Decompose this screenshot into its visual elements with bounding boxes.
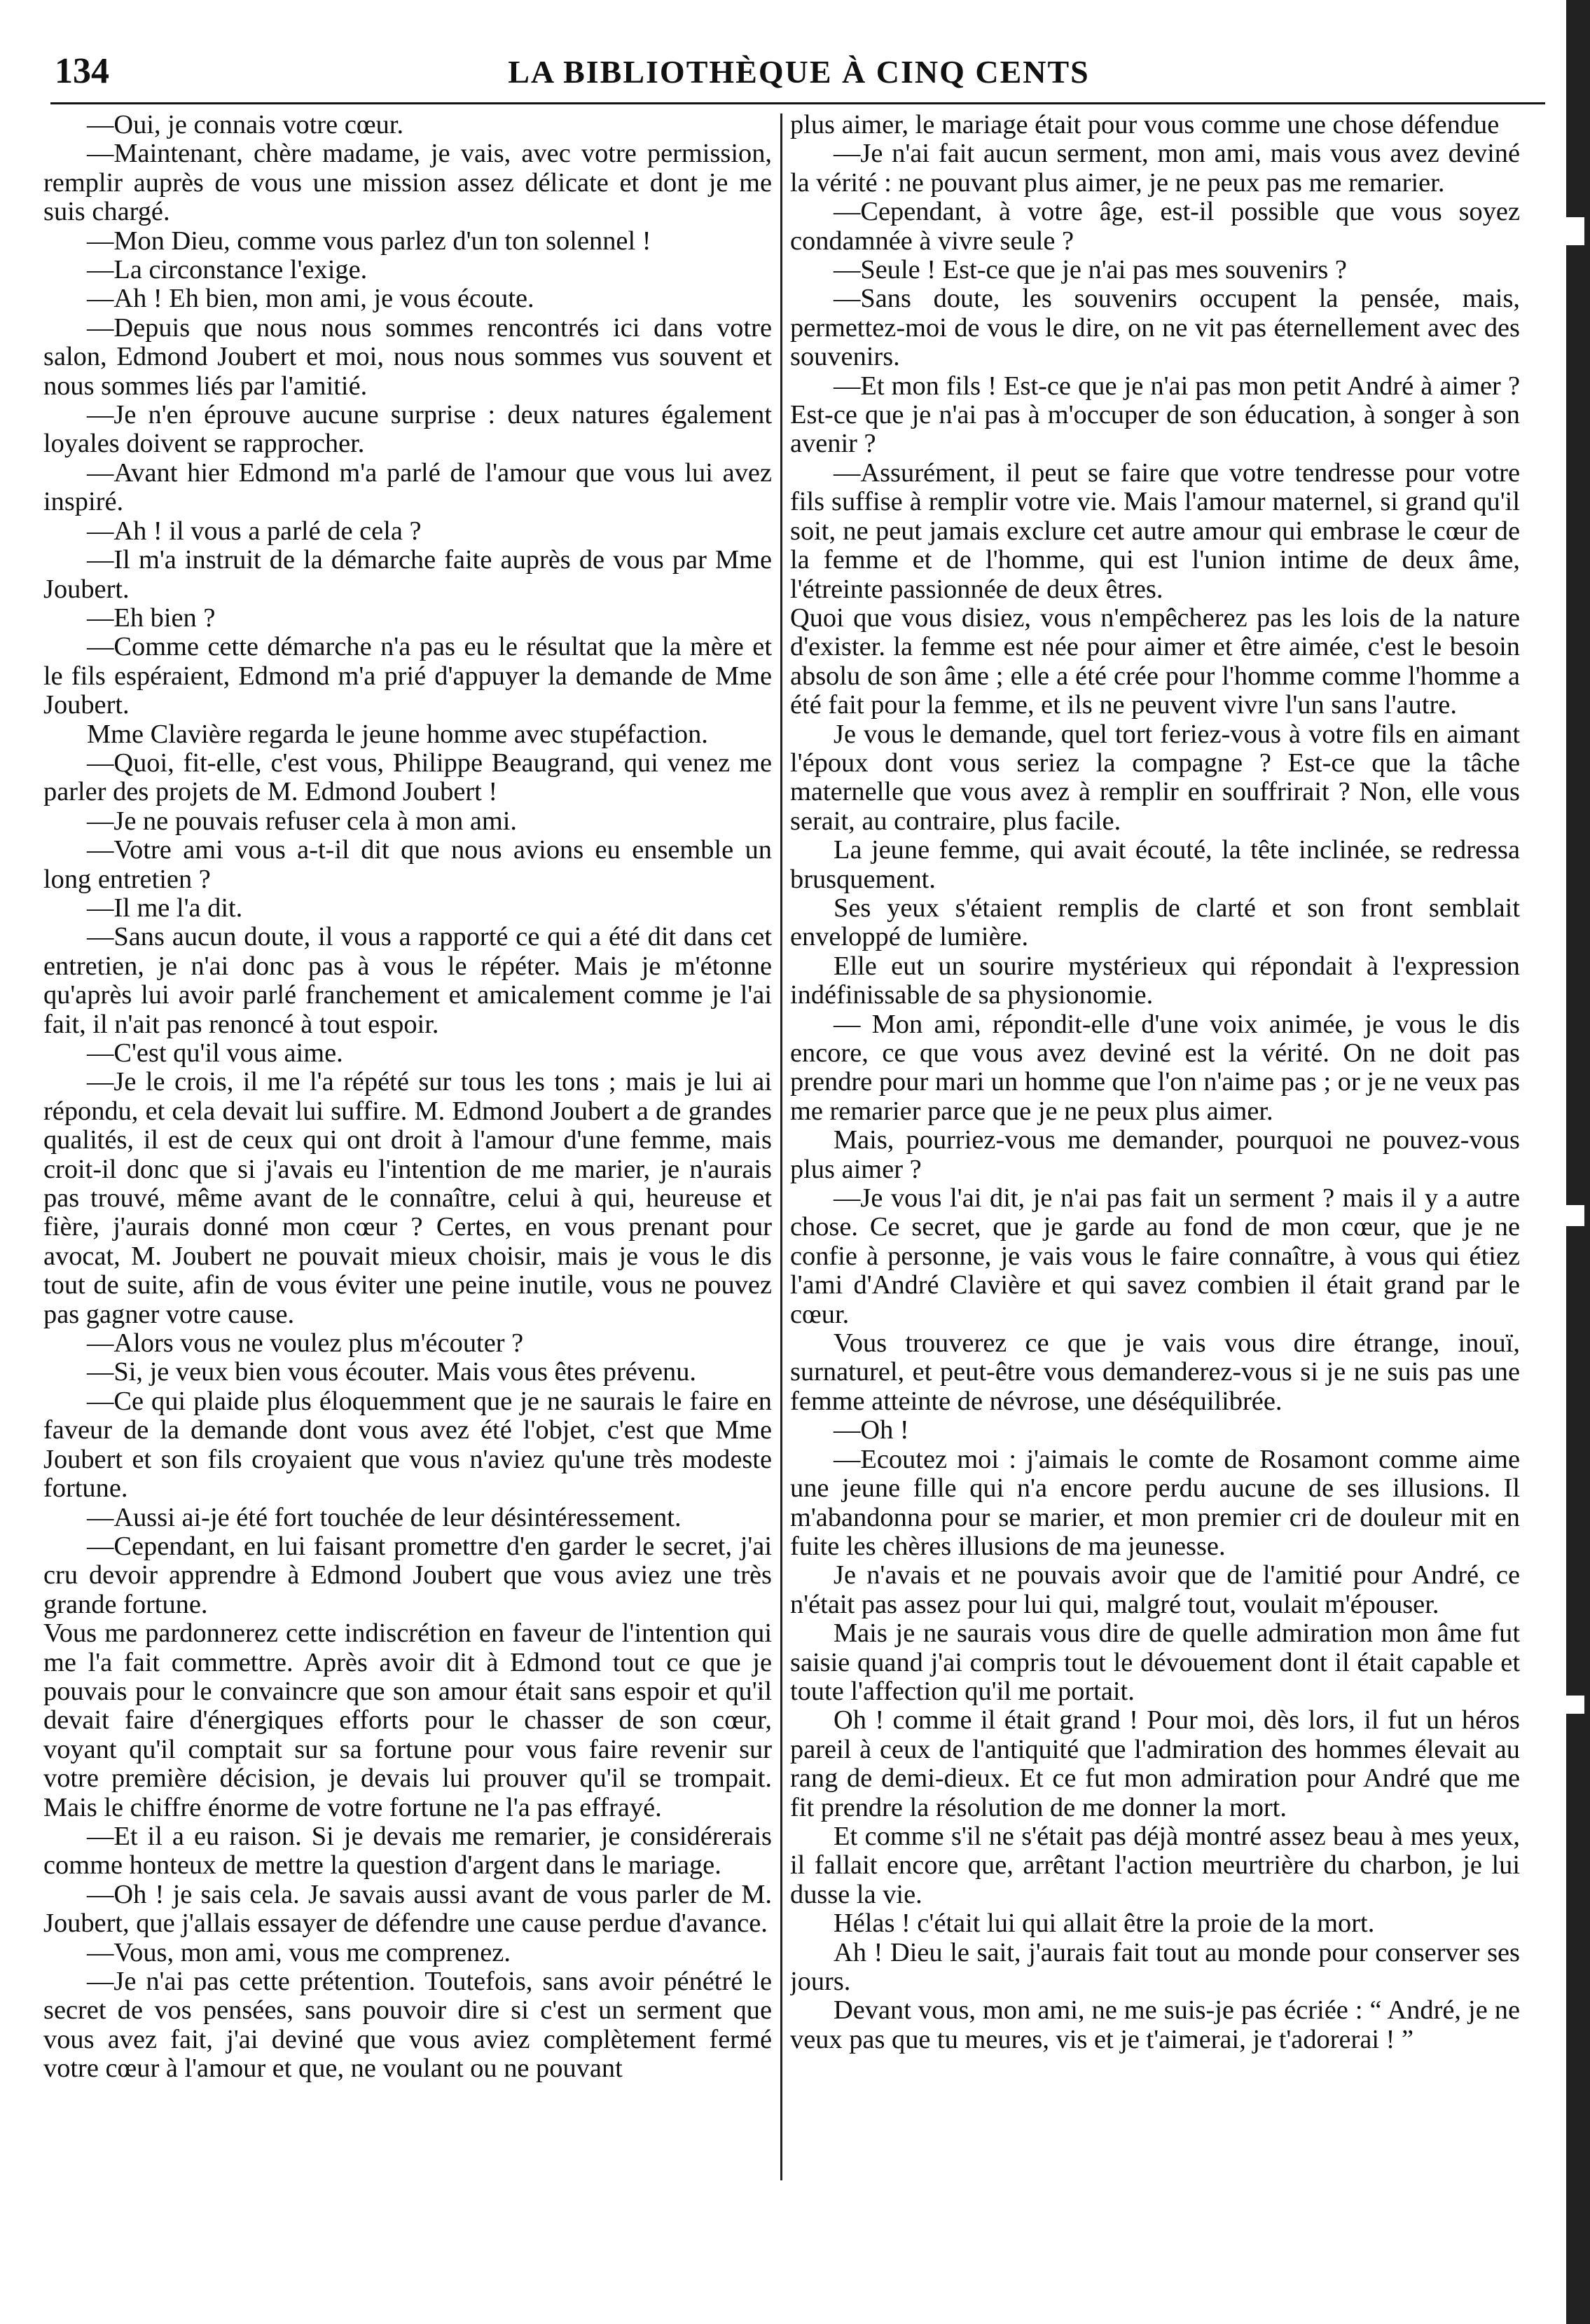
paragraph: —Je ne pouvais refuser cela à mon ami. <box>87 806 518 836</box>
paragraph: —Depuis que nous nous sommes rencontrés ici dans votre salon, Edmond Joubert et moi, nous nous sommes vus souvent et nous sommes liés par l'amitié. <box>43 312 772 401</box>
paragraph: —Et mon fils ! Est-ce que je n'ai pas mon petit André à aimer ? Est-ce que je n'ai pas à m'occuper de son éducation, à songer à son avenir ? <box>790 371 1520 459</box>
paragraph: —Je n'ai fait aucun serment, mon ami, mais vous avez deviné la vérité : ne pouvant plus aimer, je ne peux pas me remarier. <box>790 139 1520 198</box>
paragraph: —Ecoutez moi : j'aimais le comte de Rosamont comme aime une jeune fille qui n'a encore perdu aucune de ses illusions. Il m'abandonna pour se marier, et mon premier cri de douleur mit en fuite les chères illusions de ma jeunesse. <box>790 1444 1520 1561</box>
paragraph: La jeune femme, qui avait écouté, la tête inclinée, se redressa brusquement. <box>790 835 1520 894</box>
paragraph: Quoi que vous disiez, vous n'empêcherez pas les lois de la nature d'exister. la femme est née pour aimer et être aimée, c'est le besoin absolu de son âme ; elle a été crée pour l'homme comme l'homme a été fait pour la femme, et ils ne peuvent vivre l'un sans l'autre. <box>790 603 1520 720</box>
paragraph: —Mon Dieu, comme vous parlez d'un ton solennel ! <box>87 226 651 256</box>
paragraph: Je vous le demande, quel tort feriez-vous à votre fils en aimant l'époux dont vous seriez la compagne ? Est-ce que la tâche maternelle que vous avez à remplir en souffrirait ? Non, elle vous serait, au contraire, plus facile. <box>790 719 1520 836</box>
paragraph: —Cependant, à votre âge, est-il possible que vous soyez condamnée à vivre seule ? <box>790 197 1520 256</box>
header-rule <box>50 102 1545 104</box>
paragraph: Je n'avais et ne pouvais avoir que de l'amitié pour André, ce n'était pas assez pour lui qui, malgré tout, voulait m'épouser. <box>790 1560 1520 1619</box>
paragraph: —Je n'ai pas cette prétention. Toutefois, sans avoir pénétré le secret de vos pensées, sans pouvoir dire si c'est un serment que vous avez fait, j'ai deviné que vous aviez complètement fermé votre cœur à l'amour et que, ne voulant ou ne pouvant <box>43 1967 772 2084</box>
paragraph: —Oh ! je sais cela. Je savais aussi avant de vous parler de M. Joubert, que j'allais essayer de défendre une cause perdue d'avance. <box>43 1879 772 1939</box>
paragraph: —C'est qu'il vous aime. <box>87 1038 343 1068</box>
paragraph: Hélas ! c'était lui qui allait être la proie de la mort. <box>834 1909 1375 1939</box>
paragraph: —Je vous l'ai dit, je n'ai pas fait un serment ? mais il y a autre chose. Ce secret, que je garde au fond de mon cœur, que je ne confie à personne, je vais vous le faire connaître, à vous qui étiez l'ami d'André Clavière et qui savez combien il était grand par le cœur. <box>790 1183 1520 1329</box>
page-number: 134 <box>55 51 109 91</box>
column-divider <box>780 114 782 2180</box>
page-header <box>55 46 1543 102</box>
paragraph: —Seule ! Est-ce que je n'ai pas mes souvenirs ? <box>834 255 1347 285</box>
paragraph: —Et il a eu raison. Si je devais me remarier, je considérerais comme honteux de mettre la question d'argent dans le mariage. <box>43 1821 772 1880</box>
paragraph: —Alors vous ne voulez plus m'écouter ? <box>87 1328 524 1359</box>
paragraph: —Cependant, en lui faisant promettre d'en garder le secret, j'ai cru devoir apprendre à Edmond Joubert que vous aviez une très grande fortune. <box>43 1531 772 1619</box>
paragraph: Vous trouverez ce que je vais vous dire étrange, inouï, surnaturel, et peut-être vous demanderez-vous si je ne suis pas une femme atteinte de névrose, une déséquilibrée. <box>790 1328 1520 1416</box>
paragraph: —Maintenant, chère madame, je vais, avec votre permission, remplir auprès de vous une mission assez délicate et dont je me suis chargé. <box>43 139 772 227</box>
paragraph: —Si, je veux bien vous écouter. Mais vous êtes prévenu. <box>87 1357 697 1387</box>
paragraph: —Aussi ai-je été fort touchée de leur désintéressement. <box>87 1502 682 1532</box>
paragraph: —Vous, mon ami, vous me comprenez. <box>87 1937 511 1967</box>
paragraph: Mais je ne saurais vous dire de quelle admiration mon âme fut saisie quand j'ai compris tout le dévouement dont il était capable et toute l'affection qu'il me portait. <box>790 1618 1520 1706</box>
running-title: LA BIBLIOTHÈQUE À CINQ CENTS <box>508 54 1090 90</box>
paragraph: —Eh bien ? <box>87 603 216 633</box>
paragraph: Elle eut un sourire mystérieux qui répondait à l'expression indéfinissable de sa physionomie. <box>790 951 1520 1010</box>
edge-notch <box>1566 1696 1584 1714</box>
paragraph: —Comme cette démarche n'a pas eu le résultat que la mère et le fils espéraient, Edmond m'a prié d'appuyer la demande de Mme Joubert. <box>43 632 772 720</box>
paragraph: —La circonstance l'exige. <box>87 255 368 285</box>
paragraph: Ah ! Dieu le sait, j'aurais fait tout au monde pour conserver ses jours. <box>790 1937 1520 1996</box>
paragraph: — Mon ami, répondit-elle d'une voix animée, je vous le dis encore, ce que vous avez deviné est la vérité. On ne doit pas prendre pour mari un homme que l'on n'aime pas ; or je ne veux pas me remarier parce que je ne peux plus aimer. <box>790 1009 1520 1126</box>
left-column <box>43 111 772 2297</box>
paragraph: Mme Clavière regarda le jeune homme avec stupéfaction. <box>87 719 708 749</box>
paragraph: —Je n'en éprouve aucune surprise : deux natures également loyales doivent se rapprocher. <box>43 400 772 459</box>
paragraph: —Sans doute, les souvenirs occupent la pensée, mais, permettez-moi de vous le dire, on ne vit pas éternellement avec des souvenirs. <box>790 284 1520 372</box>
paragraph: —Quoi, fit-elle, c'est vous, Philippe Beaugrand, qui venez me parler des projets de M. Edmond Joubert ! <box>43 748 772 807</box>
scanned-page-edge <box>1566 0 1590 2324</box>
paragraph: —Oui, je connais votre cœur. <box>87 111 404 139</box>
edge-notch <box>1566 217 1584 245</box>
paragraph: —Ce qui plaide plus éloquemment que je ne saurais le faire en faveur de la demande dont vous avez été l'objet, c'est que Mme Joubert et son fils croyaient que vous n'aviez qu'une très modeste fortune. <box>43 1386 772 1504</box>
paragraph: —Il me l'a dit. <box>87 893 243 923</box>
paragraph: —Votre ami vous a-t-il dit que nous avions eu ensemble un long entretien ? <box>43 835 772 894</box>
paragraph: —Ah ! Eh bien, mon ami, je vous écoute. <box>87 284 534 314</box>
edge-notch <box>1566 1205 1584 1226</box>
paragraph: Ses yeux s'étaient remplis de clarté et son front semblait enveloppé de lumière. <box>790 893 1520 952</box>
paragraph: —Ah ! il vous a parlé de cela ? <box>87 516 422 546</box>
paragraph: —Avant hier Edmond m'a parlé de l'amour que vous lui avez inspiré. <box>43 458 772 517</box>
paragraph: Oh ! comme il était grand ! Pour moi, dès lors, il fut un héros pareil à ceux de l'antiquité que l'admiration des hommes élevait au rang de demi-dieux. Et ce fut mon admiration pour André que me fit prendre la résolution de me donner la mort. <box>790 1705 1520 1822</box>
paragraph: —Oh ! <box>834 1415 909 1445</box>
right-column <box>790 111 1520 2297</box>
paragraph: Devant vous, mon ami, ne me suis-je pas écriée : “ André, je ne veux pas que tu meures, vis et je t'aimerai, je t'adorerai ! ” <box>790 1995 1520 2054</box>
paragraph: —Il m'a instruit de la démarche faite auprès de vous par Mme Joubert. <box>43 545 772 604</box>
paragraph: —Sans aucun doute, il vous a rapporté ce qui a été dit dans cet entretien, je n'ai donc pas à vous le répéter. Mais je m'étonne qu'après lui avoir parlé franchement et amicalement comme je l'ai fait, il n'ait pas renoncé à tout espoir. <box>43 922 772 1039</box>
paragraph: —Je le crois, il me l'a répété sur tous les tons ; mais je lui ai répondu, et cela devait lui suffire. M. Edmond Joubert a de grandes qualités, il est de ceux qui ont droit à l'amour d'une femme, mais croit-il donc que si j'avais eu l'intention de me marier, je n'aurais pas trouvé, même avant de le connaître, celui à qui, heureuse et fière, j'aurais donné mon cœur ? Certes, en vous prenant pour avocat, M. Joubert ne pouvait mieux choisir, mais je vous le dis tout de suite, afin de vous éviter une peine inutile, vous ne pouvez pas gagner votre cause. <box>43 1067 772 1329</box>
paragraph: —Assurément, il peut se faire que votre tendresse pour votre fils suffise à remplir votre vie. Mais l'amour maternel, si grand qu'il soit, ne peut jamais exclure cet autre amour qui embrase le cœur de la femme et de l'homme, qui est l'union intime de deux âme, l'étreinte passionnée de deux êtres. <box>790 458 1520 604</box>
paragraph: Vous me pardonnerez cette indiscrétion en faveur de l'intention qui me l'a fait commettre. Après avoir dit à Edmond tout ce que je pouvais pour le convaincre que son amour était sans espoir et qu'il devait faire d'énergiques efforts pour le chasser de son cœur, voyant qu'il comptait sur sa fortune pour vous faire revenir sur votre première décision, je devais lui prouver qu'il se trompait. Mais le chiffre énorme de votre fortune ne l'a pas effrayé. <box>43 1618 772 1822</box>
paragraph: Et comme s'il ne s'était pas déjà montré assez beau à mes yeux, il fallait encore que, arrêtant l'action meurtrière du charbon, je lui dusse la vie. <box>790 1821 1520 1909</box>
paragraph: plus aimer, le mariage était pour vous comme une chose défendue <box>790 111 1500 139</box>
paragraph: Mais, pourriez-vous me demander, pourquoi ne pouvez-vous plus aimer ? <box>790 1125 1520 1184</box>
